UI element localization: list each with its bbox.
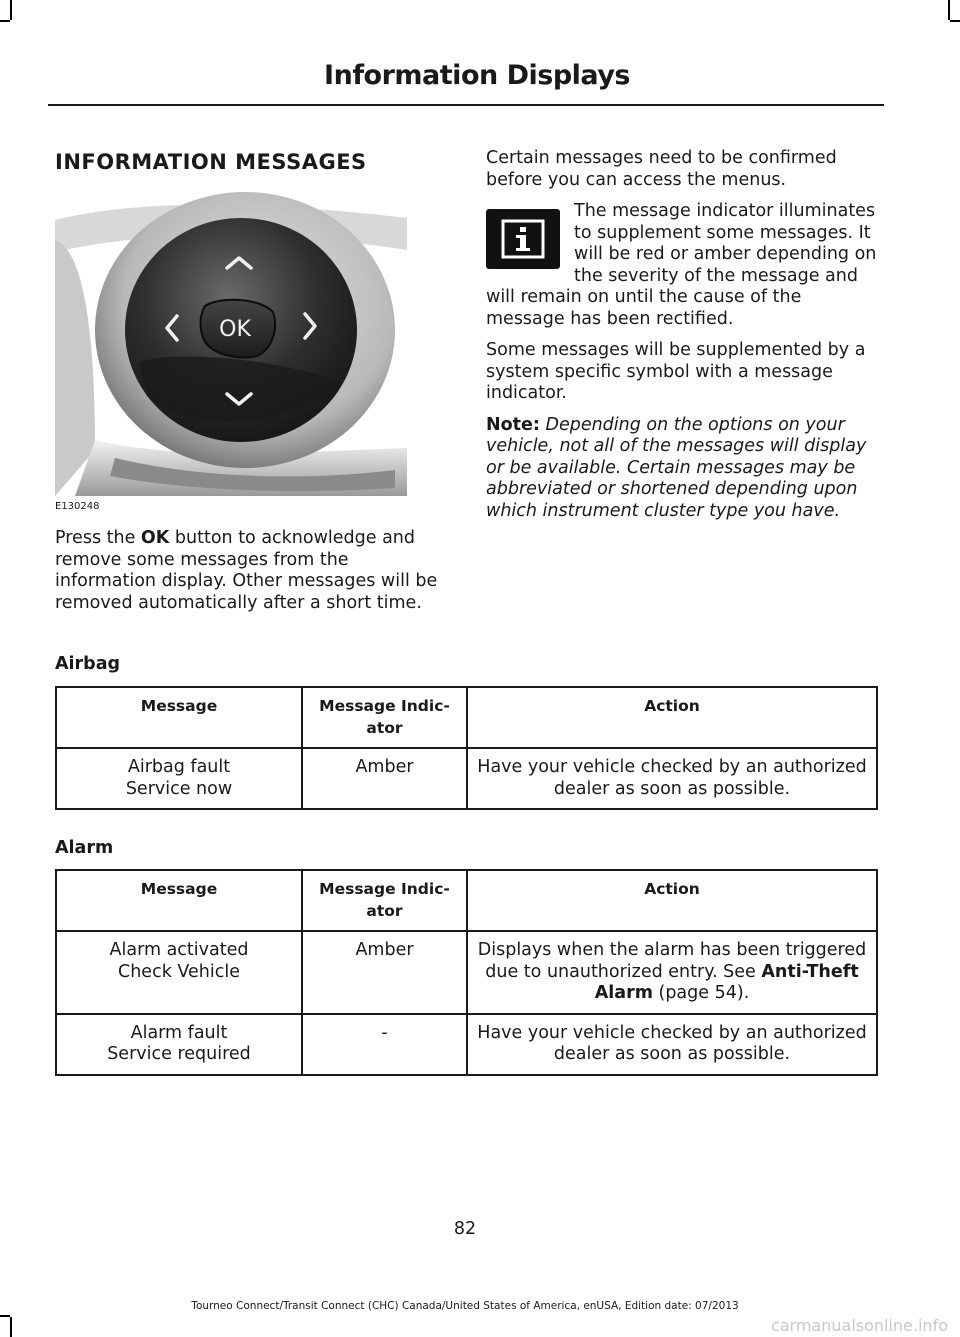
figure-id: E130248 — [55, 501, 100, 512]
steering-wheel-control-illustration — [55, 190, 407, 496]
column-header-action: Action — [467, 870, 877, 931]
ok-button-label: OK — [219, 317, 251, 342]
crop-mark — [950, 20, 960, 22]
watermark: carmanualsonline.info — [770, 1316, 948, 1335]
footer-edition-text: Tourneo Connect/Transit Connect (CHC) Canada/United States of America, enUSA, Edition date: 07/2013 — [191, 1300, 739, 1312]
ok-button-paragraph: Press the OK button to acknowledge and remove some messages from the information display. Other messages will be removed automatically after a short time. — [55, 528, 438, 613]
column-header-message: Message — [56, 687, 302, 748]
action-cell: Have your vehicle checked by an authorized dealer as soon as possible. — [467, 1014, 877, 1075]
section-title: INFORMATION MESSAGES — [55, 150, 367, 174]
page-number: 82 — [453, 1219, 477, 1239]
column-header-indicator: Message Indic- ator — [302, 687, 467, 748]
indicator-cell: Amber — [302, 748, 467, 809]
message-cell: Alarm fault Service required — [56, 1014, 302, 1075]
confirm-paragraph: Certain messages need to be confirmed before you can access the menus. — [486, 148, 837, 190]
table-row — [56, 1014, 877, 1075]
message-cell: Alarm activated Check Vehicle — [56, 931, 302, 1014]
airbag-heading: Airbag — [55, 654, 121, 674]
airbag-table — [55, 686, 878, 810]
message-cell: Airbag fault Service now — [56, 748, 302, 809]
column-header-indicator: Message Indic- ator — [302, 870, 467, 931]
alarm-table — [55, 869, 878, 1076]
header-divider — [48, 104, 884, 106]
page-title: Information Displays — [324, 60, 630, 91]
alarm-heading: Alarm — [55, 838, 114, 858]
message-indicator-icon — [486, 209, 560, 269]
symbol-paragraph: Some messages will be supplemented by a system specific symbol with a message indicator. — [486, 340, 866, 403]
crop-mark — [948, 0, 950, 20]
note-paragraph: Note: Depending on the options on your vehicle, not all of the messages will display or be available. Certain messages may be abbreviated or shortened depending upon which instrument cluster type you have. — [486, 414, 867, 521]
crop-mark — [0, 20, 10, 22]
table-row — [56, 748, 877, 809]
indicator-paragraph: The message indicator illuminates to supplement some messages. It will be red or amber depending on the severity of the message and will remain on until the cause of the message has been rectified. — [486, 201, 877, 329]
crop-mark — [10, 1317, 12, 1337]
table-row — [56, 931, 877, 1014]
anti-theft-alarm-link[interactable]: Anti-Theft Alarm — [594, 961, 859, 1003]
crop-mark — [0, 1315, 10, 1317]
column-header-action: Action — [467, 687, 877, 748]
action-cell: Have your vehicle checked by an authorized dealer as soon as possible. — [467, 748, 877, 809]
crop-mark — [10, 0, 12, 20]
right-column — [486, 148, 882, 532]
indicator-cell: Amber — [302, 931, 467, 1014]
action-cell: Displays when the alarm has been triggered due to unauthorized entry. See Anti-Theft Alarm (page 54). — [467, 931, 877, 1014]
column-header-message: Message — [56, 870, 302, 931]
indicator-cell: - — [302, 1014, 467, 1075]
